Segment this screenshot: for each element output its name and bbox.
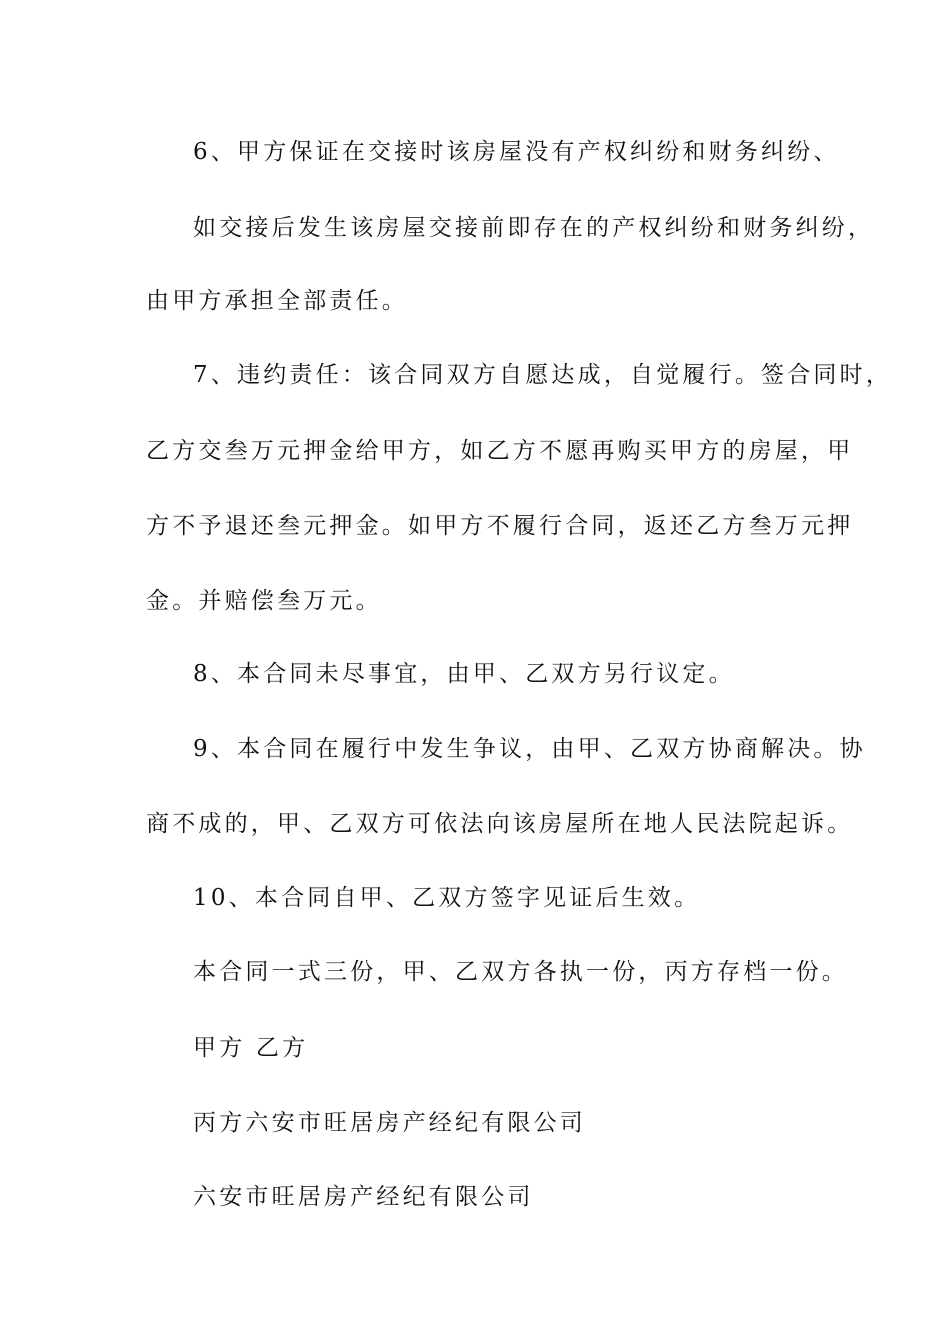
clause-7-line-2: 乙方交叁万元押金给甲方，如乙方不愿再购买甲方的房屋，甲 xyxy=(146,438,854,464)
clause-8-line: 8、本合同未尽事宜，由甲、乙双方另行议定。 xyxy=(193,661,735,687)
clause-7-line-1: 7、违约责任：该合同双方自愿达成，自觉履行。签合同时， xyxy=(193,362,893,388)
clause-6-line-2: 如交接后发生该房屋交接前即存在的产权纠纷和财务纠纷， xyxy=(193,215,875,241)
clause-7-line-3: 方不予退还叁元押金。如甲方不履行合同，返还乙方叁万元押 xyxy=(146,513,854,539)
clause-6-line-1: 6、甲方保证在交接时该房屋没有产权纠纷和财务纠纷、 xyxy=(193,139,840,165)
clause-10-line: 10、本合同自甲、乙双方签字见证后生效。 xyxy=(193,885,701,911)
clause-9-line-2: 商不成的，甲、乙双方可依法向该房屋所在地人民法院起诉。 xyxy=(146,811,854,837)
clause-7-line-4: 金。并赔偿叁万元。 xyxy=(146,588,382,614)
company-name-line: 六安市旺居房产经纪有限公司 xyxy=(193,1184,534,1210)
clause-9-line-1: 9、本合同在履行中发生争议，由甲、乙双方协商解决。协 xyxy=(193,736,866,762)
clause-6-line-3: 由甲方承担全部责任。 xyxy=(146,288,408,314)
party-signature-line: 甲方 乙方 xyxy=(193,1035,309,1061)
copies-line: 本合同一式三份，甲、乙双方各执一份，丙方存档一份。 xyxy=(193,959,848,985)
party-c-line: 丙方六安市旺居房产经纪有限公司 xyxy=(193,1110,586,1136)
